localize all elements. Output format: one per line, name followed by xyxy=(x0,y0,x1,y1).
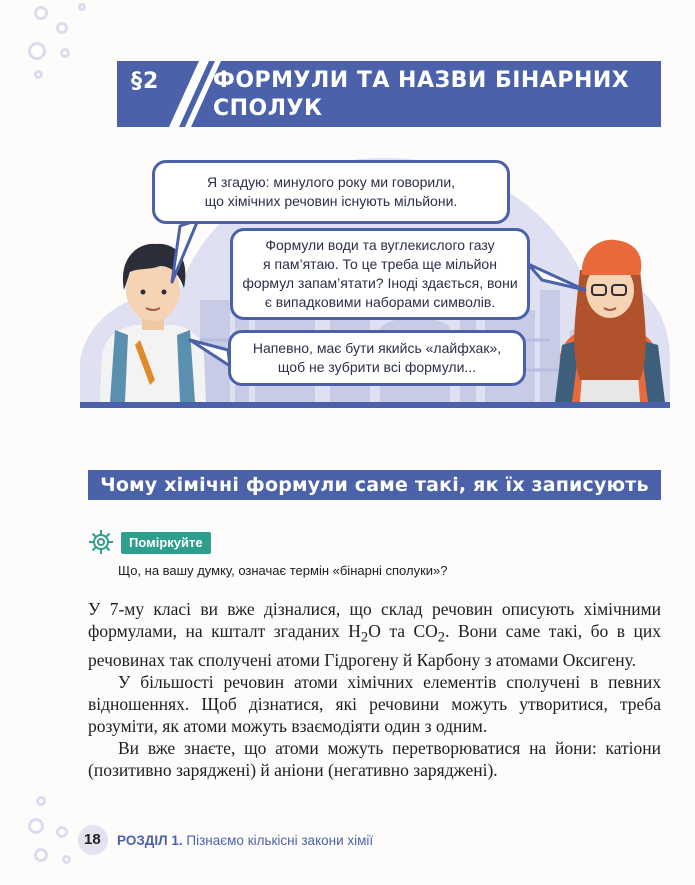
decorative-circle xyxy=(56,22,68,34)
decorative-circle xyxy=(78,3,86,11)
paragraph-1-part: O та CO xyxy=(368,621,438,641)
paragraph-1-part: У 7-му класі ви вже дізналися, що склад речовин описують хімічними формулами, на кшталт згаданих H xyxy=(88,599,661,641)
footer-chapter xyxy=(117,833,373,848)
paragraph-1-part: . Вони саме такі, бо в цих речовинах так сполучені атоми Гідрогену й Карбону з атомами Оксигену. xyxy=(88,621,661,670)
decorative-circle xyxy=(34,6,48,20)
think-badge: Поміркуйте xyxy=(121,532,211,554)
decorative-circle xyxy=(60,48,70,58)
paragraph-2: У більшості речовин атоми хімічних елементів сполучені в певних відношеннях. Щоб дізнатися, які речовини можуть утворитися, треба розуміти, як атоми можуть взаємодіяти один з одним. xyxy=(88,671,661,736)
page-number: 18 xyxy=(84,831,101,848)
bubble-line: щоб не зубрити всі формули... xyxy=(277,359,477,375)
bubble-line: що хімічних речовин існують мільйони. xyxy=(204,193,458,209)
speech-bubble-girl xyxy=(230,228,530,320)
decorative-circle xyxy=(56,826,68,838)
section-header xyxy=(117,61,661,127)
decorative-circle xyxy=(34,848,48,862)
decorative-circle xyxy=(62,855,71,864)
bubble-line: є випадковими наборами символів. xyxy=(264,294,496,310)
section-number: §2 xyxy=(131,69,160,94)
section-title: ФОРМУЛИ ТА НАЗВИ БІНАРНИХ СПОЛУК xyxy=(213,68,630,121)
dialog-illustration xyxy=(80,140,670,415)
chapter-title: Пізнаємо кількісні закони хімії xyxy=(186,833,374,848)
decorative-circle xyxy=(36,796,46,806)
decorative-circle xyxy=(34,70,43,79)
speech-bubble-boy-1 xyxy=(152,160,510,224)
chapter-label: РОЗДІЛ 1. xyxy=(117,833,183,848)
think-question: Що, на вашу думку, означає термін «бінарні сполуки»? xyxy=(118,563,448,578)
paragraph-1 xyxy=(88,598,661,671)
bubble-line: я пам’ятаю. То це треба ще мільйон xyxy=(263,256,497,272)
gear-icon xyxy=(88,529,114,555)
subscript: 2 xyxy=(360,629,369,646)
speech-bubble-boy-2 xyxy=(228,330,526,386)
topic-heading: Чому хімічні формули саме такі, як їх записують xyxy=(88,470,661,500)
bubble-line: Напевно, має бути якийсь «лайфхак», xyxy=(252,340,502,356)
decorative-circle xyxy=(28,42,46,60)
decorative-circle xyxy=(28,818,44,834)
paragraph-3: Ви вже знаєте, що атоми можуть перетворюватися на йони: катіони (позитивно заряджені) й аніони (негативно заряджені). xyxy=(88,737,661,780)
bubble-line: формул запам’ятати? Іноді здається, вони xyxy=(242,275,518,291)
bubble-line: Я згадую: минулого року ми говорили, xyxy=(206,174,456,190)
subscript: 2 xyxy=(437,629,446,646)
bubble-line: Формули води та вуглекислого газу xyxy=(265,237,495,253)
body-text xyxy=(88,598,661,781)
